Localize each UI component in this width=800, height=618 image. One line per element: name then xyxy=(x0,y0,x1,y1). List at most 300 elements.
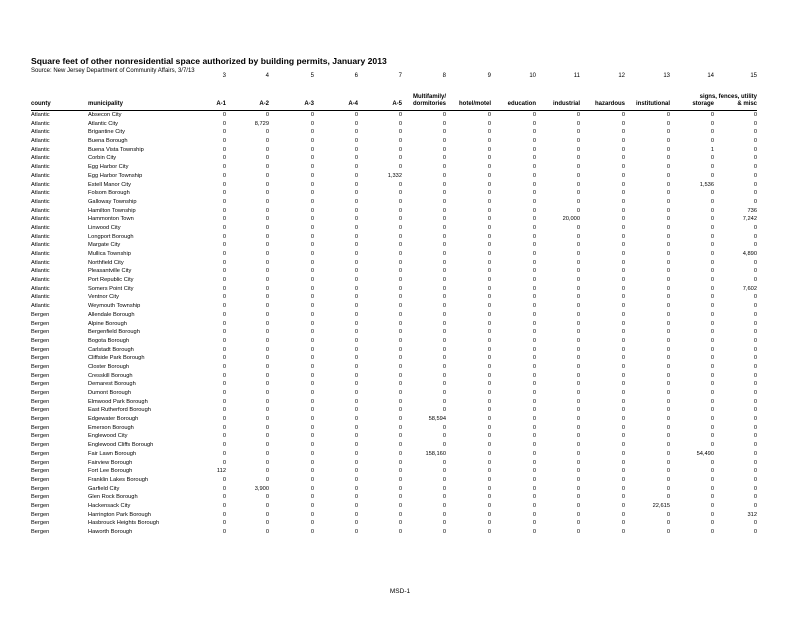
value-cell: 3,900 xyxy=(254,485,269,492)
value-cell: 0 xyxy=(576,268,580,275)
table-row xyxy=(0,450,800,459)
value-cell: 0 xyxy=(753,181,757,188)
value-cell: 0 xyxy=(487,381,491,388)
value-cell: 0 xyxy=(576,476,580,483)
municipality-cell: Buena Vista Township xyxy=(88,146,144,153)
value-cell: 0 xyxy=(621,398,625,405)
municipality-cell: Hackensack City xyxy=(88,502,131,509)
value-cell: 0 xyxy=(310,198,314,205)
municipality-cell: Somers Point City xyxy=(88,285,134,292)
value-cell: 0 xyxy=(487,233,491,240)
value-cell: 0 xyxy=(753,476,757,483)
municipality-cell: Edgewater Borough xyxy=(88,416,139,423)
value-cell: 0 xyxy=(532,138,536,145)
value-cell: 0 xyxy=(666,251,670,257)
municipality-cell: Ventnor City xyxy=(88,294,119,301)
value-cell: 0 xyxy=(398,285,402,292)
value-cell: 0 xyxy=(487,207,491,214)
value-cell: 58,594 xyxy=(428,416,446,423)
county-cell: Atlantic xyxy=(31,120,50,127)
municipality-cell: Corbin City xyxy=(88,155,117,162)
value-cell: 0 xyxy=(265,381,269,388)
value-cell: 0 xyxy=(487,390,491,396)
value-cell: 0 xyxy=(354,520,358,527)
county-cell: Atlantic xyxy=(31,242,50,249)
value-cell: 0 xyxy=(710,251,714,257)
value-cell: 0 xyxy=(265,155,269,162)
value-cell: 0 xyxy=(222,346,226,353)
value-cell: 0 xyxy=(222,363,226,370)
header-column: hazardous xyxy=(594,101,625,107)
value-cell: 0 xyxy=(753,346,757,353)
value-cell: 0 xyxy=(621,502,625,509)
county-cell: Bergen xyxy=(31,355,50,362)
municipality-cell: Englewood City xyxy=(88,433,128,440)
municipality-cell: Mullica Township xyxy=(88,251,131,257)
table-row xyxy=(0,241,800,250)
value-cell: 54,490 xyxy=(696,450,714,457)
value-cell: 0 xyxy=(710,216,714,223)
value-cell: 0 xyxy=(487,372,491,379)
value-cell: 0 xyxy=(621,381,625,388)
table-row xyxy=(0,120,800,129)
municipality-cell: Closter Borough xyxy=(88,363,130,370)
value-cell: 0 xyxy=(666,337,670,344)
value-cell: 0 xyxy=(398,164,402,171)
value-cell: 0 xyxy=(621,311,625,318)
value-cell: 0 xyxy=(310,502,314,509)
value-cell: 0 xyxy=(487,416,491,423)
value-cell: 0 xyxy=(398,268,402,275)
value-cell: 0 xyxy=(442,337,446,344)
value-cell: 0 xyxy=(398,390,402,396)
municipality-cell: Fair Lawn Borough xyxy=(88,450,137,457)
value-cell: 0 xyxy=(710,120,714,127)
value-cell: 0 xyxy=(354,450,358,457)
value-cell: 0 xyxy=(532,224,536,231)
value-cell: 0 xyxy=(442,285,446,292)
value-cell: 0 xyxy=(621,363,625,370)
value-cell: 0 xyxy=(354,468,358,475)
value-cell: 0 xyxy=(442,233,446,240)
value-cell: 0 xyxy=(532,355,536,362)
table-row xyxy=(0,493,800,502)
value-cell: 0 xyxy=(621,129,625,136)
value-cell: 0 xyxy=(442,502,446,509)
data-table xyxy=(0,111,800,537)
county-cell: Atlantic xyxy=(31,294,50,301)
value-cell: 0 xyxy=(666,372,670,379)
value-cell: 0 xyxy=(487,520,491,527)
value-cell: 0 xyxy=(398,407,402,414)
column-number: 14 xyxy=(707,73,714,79)
value-cell: 0 xyxy=(532,337,536,344)
value-cell: 0 xyxy=(487,259,491,266)
value-cell: 0 xyxy=(442,468,446,475)
value-cell: 0 xyxy=(398,433,402,440)
value-cell: 0 xyxy=(710,164,714,171)
value-cell: 0 xyxy=(222,172,226,179)
value-cell: 0 xyxy=(398,459,402,466)
value-cell: 0 xyxy=(487,442,491,449)
value-cell: 0 xyxy=(666,190,670,197)
value-cell: 0 xyxy=(753,138,757,145)
value-cell: 0 xyxy=(576,207,580,214)
table-row xyxy=(0,311,800,320)
value-cell: 0 xyxy=(310,355,314,362)
value-cell: 0 xyxy=(310,146,314,153)
value-cell: 0 xyxy=(710,294,714,301)
value-cell: 0 xyxy=(398,329,402,336)
value-cell: 0 xyxy=(265,129,269,136)
page-footer: MSD-1 xyxy=(389,588,411,595)
value-cell: 0 xyxy=(576,329,580,336)
header-column: A-2 xyxy=(259,101,269,107)
table-row xyxy=(0,424,800,433)
table-row xyxy=(0,189,800,198)
value-cell: 0 xyxy=(310,433,314,440)
county-cell: Bergen xyxy=(31,416,50,423)
table-row xyxy=(0,250,800,259)
value-cell: 0 xyxy=(532,424,536,431)
county-cell: Bergen xyxy=(31,407,50,414)
county-cell: Bergen xyxy=(31,450,50,457)
value-cell: 0 xyxy=(442,129,446,136)
value-cell: 0 xyxy=(222,190,226,197)
value-cell: 0 xyxy=(576,459,580,466)
value-cell: 0 xyxy=(666,363,670,370)
value-cell: 0 xyxy=(354,355,358,362)
value-cell: 0 xyxy=(354,398,358,405)
value-cell: 0 xyxy=(222,329,226,336)
value-cell: 0 xyxy=(222,277,226,284)
value-cell: 0 xyxy=(710,511,714,518)
value-cell: 0 xyxy=(532,303,536,310)
value-cell: 0 xyxy=(532,502,536,509)
column-number: 7 xyxy=(398,73,402,79)
value-cell: 0 xyxy=(310,120,314,127)
value-cell: 0 xyxy=(222,337,226,344)
value-cell: 0 xyxy=(666,268,670,275)
value-cell: 0 xyxy=(222,390,226,396)
value-cell: 0 xyxy=(487,251,491,257)
value-cell: 0 xyxy=(442,259,446,266)
value-cell: 0 xyxy=(532,320,536,327)
value-cell: 0 xyxy=(666,259,670,266)
value-cell: 0 xyxy=(398,398,402,405)
value-cell: 0 xyxy=(576,320,580,327)
value-cell: 0 xyxy=(753,112,757,118)
value-cell: 0 xyxy=(310,442,314,449)
value-cell: 0 xyxy=(710,476,714,483)
value-cell: 0 xyxy=(222,320,226,327)
value-cell: 0 xyxy=(310,476,314,483)
value-cell: 0 xyxy=(487,355,491,362)
value-cell: 0 xyxy=(354,190,358,197)
county-cell: Bergen xyxy=(31,372,50,379)
value-cell: 0 xyxy=(265,390,269,396)
value-cell: 0 xyxy=(442,172,446,179)
value-cell: 0 xyxy=(442,216,446,223)
column-number: 12 xyxy=(618,73,625,79)
value-cell: 0 xyxy=(753,146,757,153)
value-cell: 0 xyxy=(753,337,757,344)
value-cell: 0 xyxy=(398,529,402,535)
table-row xyxy=(0,328,800,337)
value-cell: 0 xyxy=(576,416,580,423)
value-cell: 0 xyxy=(265,416,269,423)
value-cell: 0 xyxy=(442,346,446,353)
value-cell: 0 xyxy=(576,363,580,370)
value-cell: 0 xyxy=(222,355,226,362)
value-cell: 0 xyxy=(621,155,625,162)
value-cell: 0 xyxy=(265,363,269,370)
county-cell: Bergen xyxy=(31,424,50,431)
table-row xyxy=(0,485,800,494)
value-cell: 0 xyxy=(532,172,536,179)
value-cell: 0 xyxy=(710,268,714,275)
table-row xyxy=(0,432,800,441)
value-cell: 0 xyxy=(222,129,226,136)
value-cell: 0 xyxy=(753,407,757,414)
value-cell: 0 xyxy=(398,120,402,127)
value-cell: 0 xyxy=(753,224,757,231)
table-row xyxy=(0,380,800,389)
value-cell: 0 xyxy=(310,320,314,327)
value-cell: 0 xyxy=(710,459,714,466)
value-cell: 0 xyxy=(487,494,491,501)
county-cell: Bergen xyxy=(31,433,50,440)
value-cell: 0 xyxy=(487,190,491,197)
value-cell: 0 xyxy=(442,164,446,171)
county-cell: Atlantic xyxy=(31,268,50,275)
table-row xyxy=(0,259,800,268)
value-cell: 0 xyxy=(310,511,314,518)
value-cell: 0 xyxy=(710,112,714,118)
county-cell: Atlantic xyxy=(31,172,50,179)
value-cell: 0 xyxy=(442,511,446,518)
value-cell: 0 xyxy=(621,468,625,475)
value-cell: 0 xyxy=(576,424,580,431)
value-cell: 0 xyxy=(621,146,625,153)
value-cell: 0 xyxy=(666,398,670,405)
value-cell: 0 xyxy=(666,129,670,136)
value-cell: 1,536 xyxy=(699,181,714,188)
value-cell: 0 xyxy=(487,112,491,118)
value-cell: 0 xyxy=(442,277,446,284)
value-cell: 0 xyxy=(310,155,314,162)
value-cell: 0 xyxy=(621,520,625,527)
value-cell: 0 xyxy=(666,155,670,162)
table-row xyxy=(0,398,800,407)
value-cell: 0 xyxy=(666,476,670,483)
value-cell: 0 xyxy=(222,164,226,171)
value-cell: 0 xyxy=(310,138,314,145)
table-row xyxy=(0,363,800,372)
value-cell: 0 xyxy=(354,502,358,509)
value-cell: 0 xyxy=(710,329,714,336)
value-cell: 0 xyxy=(310,129,314,136)
header-column: education xyxy=(507,101,536,107)
table-row xyxy=(0,415,800,424)
value-cell: 0 xyxy=(666,242,670,249)
value-cell: 0 xyxy=(354,277,358,284)
value-cell: 0 xyxy=(265,520,269,527)
county-cell: Bergen xyxy=(31,381,50,388)
value-cell: 0 xyxy=(398,198,402,205)
value-cell: 0 xyxy=(621,346,625,353)
value-cell: 0 xyxy=(710,381,714,388)
value-cell: 0 xyxy=(265,138,269,145)
table-row xyxy=(0,372,800,381)
value-cell: 0 xyxy=(576,190,580,197)
value-cell: 0 xyxy=(265,424,269,431)
value-cell: 0 xyxy=(398,450,402,457)
value-cell: 0 xyxy=(532,259,536,266)
column-number: 5 xyxy=(310,73,314,79)
header-column: hotel/motel xyxy=(458,101,491,107)
value-cell: 0 xyxy=(621,181,625,188)
value-cell: 0 xyxy=(666,407,670,414)
value-cell: 0 xyxy=(398,190,402,197)
value-cell: 0 xyxy=(621,424,625,431)
county-cell: Bergen xyxy=(31,329,50,336)
value-cell: 0 xyxy=(265,433,269,440)
table-row xyxy=(0,207,800,216)
value-cell: 0 xyxy=(442,198,446,205)
value-cell: 0 xyxy=(576,224,580,231)
value-cell: 0 xyxy=(621,277,625,284)
value-cell: 0 xyxy=(753,433,757,440)
value-cell: 0 xyxy=(265,207,269,214)
value-cell: 1,332 xyxy=(387,172,402,179)
table-row xyxy=(0,511,800,520)
value-cell: 0 xyxy=(532,450,536,457)
municipality-cell: Buena Borough xyxy=(88,138,128,145)
county-cell: Bergen xyxy=(31,346,50,353)
value-cell: 0 xyxy=(354,381,358,388)
table-row xyxy=(0,406,800,415)
value-cell: 158,160 xyxy=(425,450,446,457)
value-cell: 0 xyxy=(621,529,625,535)
value-cell: 0 xyxy=(487,181,491,188)
value-cell: 0 xyxy=(310,190,314,197)
value-cell: 0 xyxy=(710,138,714,145)
value-cell: 0 xyxy=(532,416,536,423)
value-cell: 0 xyxy=(354,251,358,257)
municipality-cell: Linwood City xyxy=(88,224,121,231)
value-cell: 7,602 xyxy=(742,285,757,292)
value-cell: 0 xyxy=(265,529,269,535)
value-cell: 0 xyxy=(487,268,491,275)
value-cell: 0 xyxy=(753,311,757,318)
value-cell: 0 xyxy=(310,459,314,466)
value-cell: 0 xyxy=(487,363,491,370)
county-cell: Atlantic xyxy=(31,190,50,197)
value-cell: 0 xyxy=(753,459,757,466)
value-cell: 0 xyxy=(222,181,226,188)
value-cell: 0 xyxy=(354,285,358,292)
value-cell: 0 xyxy=(354,207,358,214)
value-cell: 0 xyxy=(354,242,358,249)
municipality-cell: Port Republic City xyxy=(88,277,134,284)
value-cell: 0 xyxy=(710,242,714,249)
value-cell: 0 xyxy=(310,224,314,231)
value-cell: 0 xyxy=(265,337,269,344)
value-cell: 0 xyxy=(398,424,402,431)
value-cell: 0 xyxy=(310,251,314,257)
municipality-cell: Alpine Borough xyxy=(88,320,127,327)
value-cell: 0 xyxy=(354,311,358,318)
value-cell: 0 xyxy=(222,138,226,145)
value-cell: 0 xyxy=(398,259,402,266)
value-cell: 0 xyxy=(310,416,314,423)
value-cell: 0 xyxy=(398,468,402,475)
value-cell: 0 xyxy=(222,424,226,431)
value-cell: 0 xyxy=(354,155,358,162)
value-cell: 0 xyxy=(310,311,314,318)
value-cell: 0 xyxy=(666,485,670,492)
value-cell: 0 xyxy=(398,138,402,145)
value-cell: 0 xyxy=(222,494,226,501)
value-cell: 0 xyxy=(310,181,314,188)
value-cell: 0 xyxy=(666,459,670,466)
value-cell: 0 xyxy=(753,320,757,327)
municipality-cell: Harrington Park Borough xyxy=(88,511,151,518)
value-cell: 0 xyxy=(487,311,491,318)
value-cell: 0 xyxy=(666,224,670,231)
column-numbers xyxy=(0,73,800,83)
value-cell: 0 xyxy=(621,355,625,362)
value-cell: 0 xyxy=(265,468,269,475)
value-cell: 0 xyxy=(753,381,757,388)
county-cell: Bergen xyxy=(31,398,50,405)
value-cell: 0 xyxy=(621,459,625,466)
county-cell: Bergen xyxy=(31,511,50,518)
value-cell: 0 xyxy=(442,372,446,379)
value-cell: 0 xyxy=(222,511,226,518)
table-row xyxy=(0,181,800,190)
value-cell: 0 xyxy=(753,198,757,205)
table-row xyxy=(0,172,800,181)
value-cell: 0 xyxy=(354,294,358,301)
value-cell: 0 xyxy=(532,311,536,318)
value-cell: 0 xyxy=(753,120,757,127)
value-cell: 0 xyxy=(576,311,580,318)
value-cell: 0 xyxy=(666,520,670,527)
value-cell: 0 xyxy=(666,442,670,449)
value-cell: 0 xyxy=(222,407,226,414)
county-cell: Atlantic xyxy=(31,129,50,136)
value-cell: 0 xyxy=(621,294,625,301)
value-cell: 0 xyxy=(576,233,580,240)
value-cell: 0 xyxy=(354,372,358,379)
value-cell: 0 xyxy=(710,502,714,509)
value-cell: 0 xyxy=(310,259,314,266)
value-cell: 0 xyxy=(576,120,580,127)
value-cell: 0 xyxy=(398,346,402,353)
county-cell: Bergen xyxy=(31,459,50,466)
value-cell: 0 xyxy=(310,450,314,457)
column-number: 15 xyxy=(750,73,757,79)
value-cell: 0 xyxy=(487,172,491,179)
value-cell: 0 xyxy=(354,112,358,118)
value-cell: 0 xyxy=(576,294,580,301)
value-cell: 0 xyxy=(354,511,358,518)
value-cell: 0 xyxy=(265,355,269,362)
value-cell: 0 xyxy=(710,337,714,344)
value-cell: 0 xyxy=(576,485,580,492)
